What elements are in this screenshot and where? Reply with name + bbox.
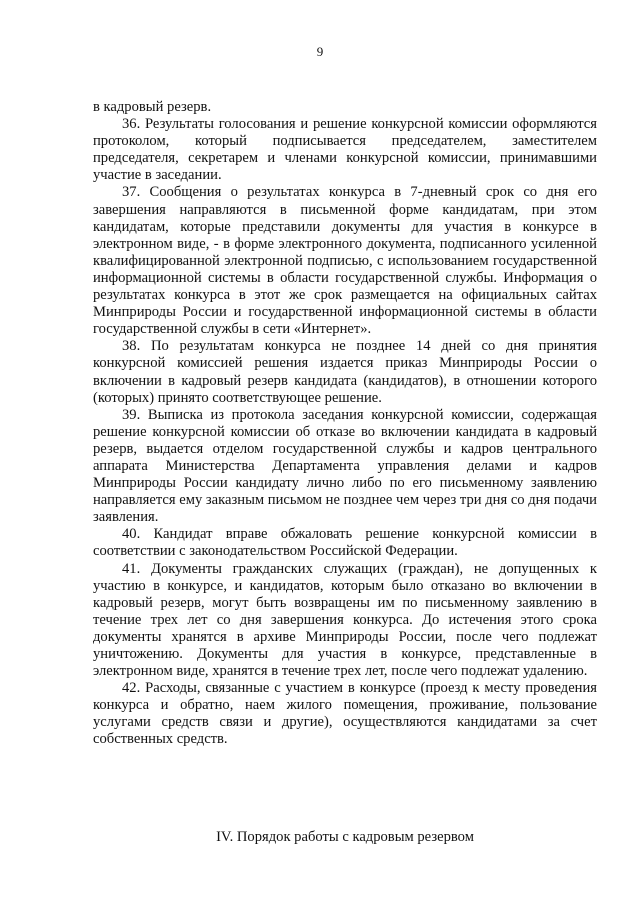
paragraph-continuation: в кадровый резерв. [93,99,212,115]
page-number: 9 [316,44,324,59]
paragraph-36: 36. Результаты голосования и решение конкурсной комиссии оформляются протоколом, который подписывается председателем, заместителем председателя, секретарем и членами конкурсной комиссии, принимавшими участие в заседании. [93,116,597,184]
paragraph-38: 38. По результатам конкурса не позднее 14 дней со дня принятия конкурсной комиссией решения издается приказ Минприроды России о включении в кадровый резерв кандидата (кандидатов), в отношении которого (которых) принято соответствующее решение. [93,338,597,406]
paragraph-41: 41. Документы гражданских служащих (граждан), не допущенных к участию в конкурсе, и кандидатов, которым было отказано во включении в кадровый резерв, могут быть возвращены им по письменному заявлению в течение трех лет со дня завершения конкурса. До истечения этого срока документы хранятся в архиве Минприроды России, после чего подлежат уничтожению. Документы для участия в конкурсе, представленные в электронном виде, хранятся в течение трех лет, после чего подлежат удалению. [93,560,597,680]
paragraph-42: 42. Расходы, связанные с участием в конкурсе (проезд к месту проведения конкурса и обратно, наем жилого помещения, проживание, пользование услугами средств связи и другие), осуществляются кандидатами за счет собственных средств. [93,680,597,748]
paragraph-40: 40. Кандидат вправе обжаловать решение конкурсной комиссии в соответствии с законодательством Российской Федерации. [93,526,597,560]
paragraph-39: 39. Выписка из протокола заседания конкурсной комиссии, содержащая решение конкурсной комиссии об отказе во включении кандидата в кадровый резерв, выдается отделом государственной службы и кадров центрального аппарата Министерства Департамента управления делами и кадров Минприроды России кандидату лично либо по его письменному заявлению направляется ему заказным письмом не позднее чем через три дня со дня подачи заявления. [93,406,597,526]
document-body [93,99,597,749]
paragraph-37: 37. Сообщения о результатах конкурса в 7-дневный срок со дня его завершения направляются в письменной форме кандидатам, при этом кандидатам, которые представили документы для участия в конкурсе в электронном виде, - в форме электронного документа, подписанного усиленной квалифицированной электронной подписью, с использованием государственной информационной системы в области государственной службы. Информация о результатах конкурса в этот же срок размещается на официальных сайтах Минприроды России и государственной информационной системы в области государственной службы в сети «Интернет». [93,184,597,338]
section-heading: IV. Порядок работы с кадровым резервом [216,829,474,845]
